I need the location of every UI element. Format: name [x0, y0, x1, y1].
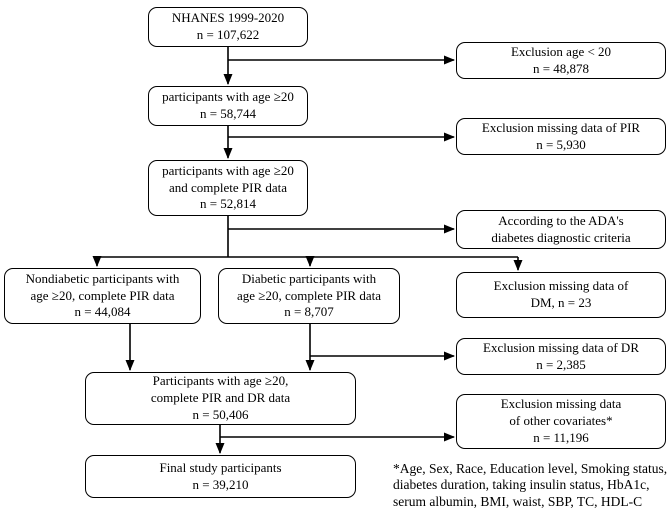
- box-line: n = 107,622: [196, 27, 260, 42]
- box-line: Exclusion missing data of DR: [483, 339, 639, 355]
- box-line: of other covariates*: [509, 413, 613, 429]
- box-line: According to the ADA's: [498, 212, 624, 228]
- box-line: n = 50,406: [192, 406, 249, 422]
- box-exclusion-pir: [456, 118, 666, 155]
- box-line: participants with age ≥20: [162, 162, 294, 178]
- box-line: Exclusion missing data of PIR: [481, 119, 641, 135]
- box-age20: [148, 86, 308, 126]
- box-line: DM, n = 23: [530, 295, 592, 310]
- box-line: participants with age ≥20: [162, 89, 294, 105]
- box-line: Exclusion age < 20: [510, 43, 612, 59]
- box-line: Participants with age ≥20,: [152, 373, 289, 389]
- box-exclusion-covariates: [456, 394, 666, 449]
- box-line: and complete PIR data: [168, 179, 288, 195]
- box-line: n = 11,196: [533, 429, 589, 445]
- box-line: diabetes diagnostic criteria: [491, 229, 631, 245]
- box-line: age ≥20, complete PIR data: [237, 287, 381, 303]
- box-nondiabetic: [4, 268, 201, 324]
- footnote-line: diabetes duration, taking insulin status, HbA1c,: [393, 477, 650, 493]
- footnote-line: *Age, Sex, Race, Education level, Smoking status,: [393, 461, 668, 476]
- box-exclusion-dr: [456, 338, 666, 375]
- box-exclusion-age: [456, 42, 666, 79]
- footnote-line: serum albumin, BMI, waist, SBP, TC, HDL-C: [393, 493, 643, 509]
- box-line: Exclusion missing data of: [493, 278, 629, 294]
- box-ada-criteria: [456, 210, 666, 249]
- box-line: NHANES 1999-2020: [171, 10, 285, 26]
- box-final-participants: [85, 455, 356, 498]
- box-nhanes-total: [148, 7, 308, 47]
- box-line: n = 44,084: [74, 304, 131, 320]
- box-exclusion-dm: [456, 272, 666, 318]
- box-line: complete PIR and DR data: [150, 390, 291, 406]
- box-line: n = 58,744: [199, 106, 257, 121]
- box-pir-dr-complete: [85, 372, 356, 425]
- box-line: Final study participants: [159, 459, 282, 475]
- box-line: age ≥20, complete PIR data: [30, 287, 175, 303]
- box-line: n = 5,930: [536, 136, 586, 152]
- box-line: n = 2,385: [536, 356, 586, 372]
- covariates-footnote: [393, 461, 669, 510]
- box-line: n = 8,707: [284, 304, 334, 320]
- box-age20-complete-pir: [148, 160, 308, 216]
- box-line: n = 39,210: [192, 476, 249, 492]
- box-line: Diabetic participants with: [241, 270, 377, 286]
- box-diabetic: [218, 268, 400, 324]
- box-line: n = 52,814: [199, 196, 257, 212]
- box-line: Nondiabetic participants with: [25, 270, 180, 286]
- box-line: Exclusion missing data: [500, 396, 622, 412]
- box-line: n = 48,878: [532, 60, 590, 76]
